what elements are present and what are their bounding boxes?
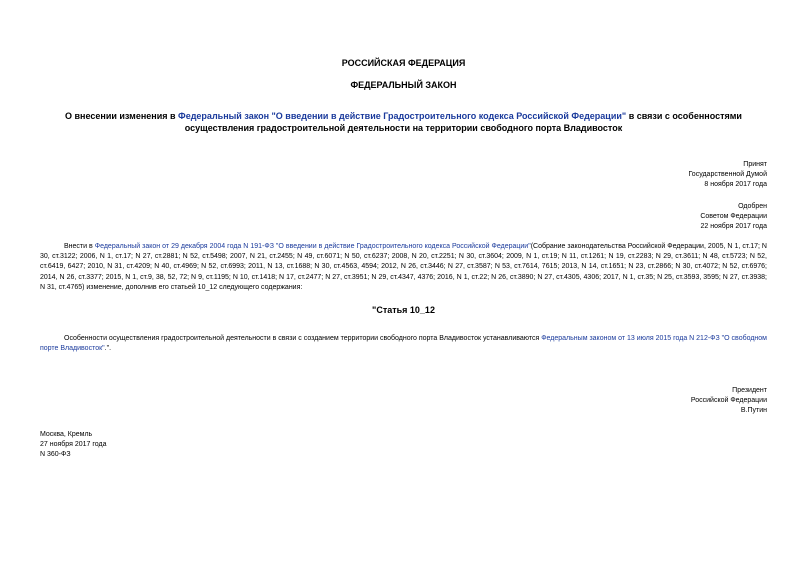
law-title-prefix: О внесении изменения в [65, 111, 179, 121]
intro-law-link[interactable]: Федеральный закон от 29 декабря 2004 года N 191-ФЗ "О введении в действие Градостроительного кодекса Российской Федерации" [94, 243, 531, 250]
intro-paragraph [40, 242, 767, 293]
adopted-line2: Государственной Думой [688, 171, 767, 178]
article-paragraph [40, 334, 767, 354]
approved-line2: Советом Федерации [700, 213, 767, 220]
article-heading: "Статья 10_12 [372, 305, 435, 315]
intro-suffix: (Собрание законодательства Российской Федерации, 2005, N 1, ст.17; N 30, ст.3122; 2006, N 1, ст.17; N 27, ст.2881; N 52, ст.5498; 2007, N 21, ст.2455; N 49, ст.6071; N 50, ст.6237; 2008, N 20, ст.2251; N 30, ст.3604; 2009, N 1, ст.19; N 11, ст.1261; N 19, ст.2283; N 29, ст.3611; N 48, ст.5723; N 52, ст.6419, 6427; 2010, N 31, ст.4209; N 40, ст.4969; N 52, ст.6993; 2011, N 13, ст.1688; N 30, ст.4563, 4594; 2012, N 26, ст.3446; N 27, ст.3587; N 53, ст.7614, 7615; 2013, N 14, ст.1651; N 23, ст.2866; N 30, ст.4072; N 52, ст.6976; 2014, N 26, ст.3377; 2015, N 1, ст.9, 38, 52, 72; N 9, ст.1195; N 10, ст.1418; N 17, ст.2477; N 27, ст.3951; N 29, ст.4347, 4376; 2016, N 1, ст.22; N 26, ст.3890; N 27, ст.4305, 4306; 2017, N 1, ст.35; N 25, ст.3593, 3595; N 27, ст.3938; N 31, ст.4765) изменение, дополнив его статьей 10_12 следующего содержания: [40, 243, 767, 291]
place-line: Москва, Кремль [40, 431, 93, 438]
article-suffix: .". [104, 345, 112, 353]
intro-prefix: Внести в [64, 243, 95, 250]
approved-line3: 22 ноября 2017 года [700, 223, 767, 230]
article-prefix: Особенности осуществления градостроительной деятельности в связи с созданием территории свободного порта Владивосток устанавливаются [64, 335, 542, 342]
law-title-suffix: в связи с особенностями осуществления градостроительной деятельности на территории свободного порта Владивосток [184, 111, 742, 133]
law-type-heading: ФЕДЕРАЛЬНЫЙ ЗАКОН [350, 80, 457, 90]
adopted-block [688, 160, 767, 190]
country-heading: РОССИЙСКАЯ ФЕДЕРАЦИЯ [341, 58, 466, 68]
approved-block [700, 202, 767, 232]
article-law-link[interactable]: Федеральным законом от 13 июля 2015 года N 212-ФЗ "О свободном порте Владивосток" [40, 335, 767, 353]
adopted-line1: Принят [743, 161, 767, 168]
law-title-link[interactable]: Федеральный закон "О введении в действие Градостроительного кодекса Российской Федерации" [178, 111, 627, 121]
date-line: 27 ноября 2017 года [40, 441, 107, 448]
signature-line3: В.Путин [740, 407, 767, 414]
law-title [40, 110, 767, 134]
signature-block [691, 386, 767, 416]
adopted-line3: 8 ноября 2017 года [704, 181, 767, 188]
signature-line1: Президент [732, 387, 767, 394]
law-number-line: N 360-ФЗ [40, 451, 71, 458]
signature-line2: Российской Федерации [690, 397, 767, 404]
approved-line1: Одобрен [738, 203, 767, 210]
place-date-block [40, 430, 106, 460]
